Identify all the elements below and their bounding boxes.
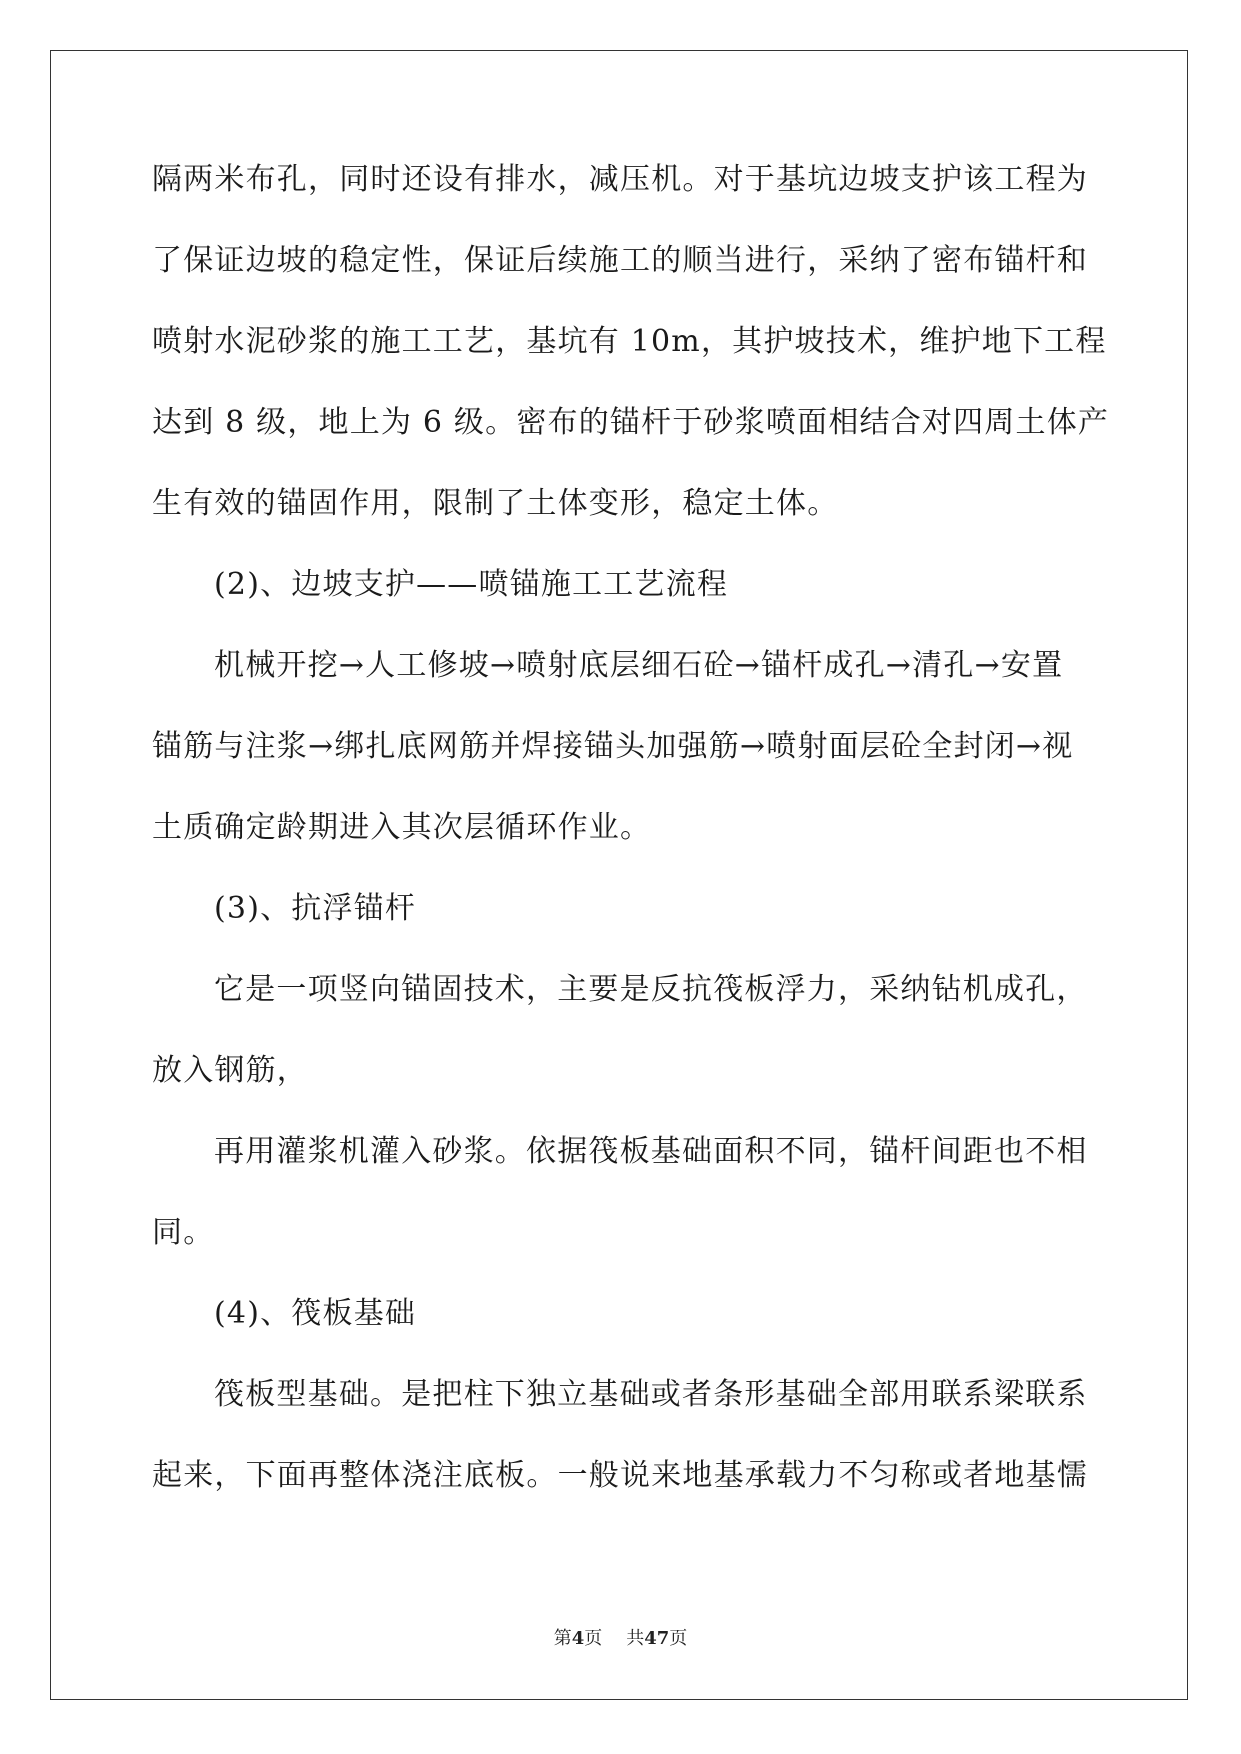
section-heading-4: (4)、筏板基础 [214,1296,417,1331]
body-line-4: 达到 8 级，地上为 6 级。密布的锚杆于砂浆喷面相结合对四周土体产 [152,405,1110,440]
body-line-14: 同。 [152,1215,215,1250]
process-flow-line-2: 锚筋与注浆→绑扎底网筋并焊接锚头加强筋→喷射面层砼全封闭→视 [152,729,1074,764]
page-footer [0,1624,1241,1650]
body-line-13: 再用灌浆机灌入砂浆。依据筏板基础面积不同，锚杆间距也不相 [214,1134,1088,1169]
footer-total-pages: 47 [644,1628,670,1649]
body-line-17: 起来，下面再整体浇注底板。一般说来地基承载力不匀称或者地基懦 [152,1458,1088,1493]
body-line-1: 隔两米布孔，同时还设有排水，减压机。对于基坑边坡支护该工程为 [152,162,1088,197]
footer-total-suffix: 页 [669,1628,688,1649]
footer-page-number: 4 [571,1628,585,1649]
body-line-5: 生有效的锚固作用，限制了土体变形，稳定土体。 [152,486,839,521]
footer-page-prefix: 第 [553,1628,572,1649]
body-line-11: 它是一项竖向锚固技术，主要是反抗筏板浮力，采纳钻机成孔， [214,972,1088,1007]
process-flow-line-3: 土质确定龄期进入其次层循环作业。 [152,810,652,845]
section-heading-2: (2)、边坡支护——喷锚施工工艺流程 [214,567,729,602]
footer-page-suffix: 页 [584,1628,603,1649]
process-flow-line-1: 机械开挖→人工修坡→喷射底层细石砼→锚杆成孔→清孔→安置 [214,648,1064,683]
body-line-12: 放入钢筋， [152,1053,308,1088]
section-heading-3: (3)、抗浮锚杆 [214,891,417,926]
body-line-2: 了保证边坡的稳定性，保证后续施工的顺当进行，采纳了密布锚杆和 [152,243,1088,278]
body-line-16: 筏板型基础。是把柱下独立基础或者条形基础全部用联系梁联系 [214,1377,1088,1412]
footer-total-prefix: 共 [626,1628,645,1649]
body-line-3: 喷射水泥砂浆的施工工艺，基坑有 10m，其护坡技术，维护地下工程 [152,324,1107,359]
document-body [152,160,1110,1537]
